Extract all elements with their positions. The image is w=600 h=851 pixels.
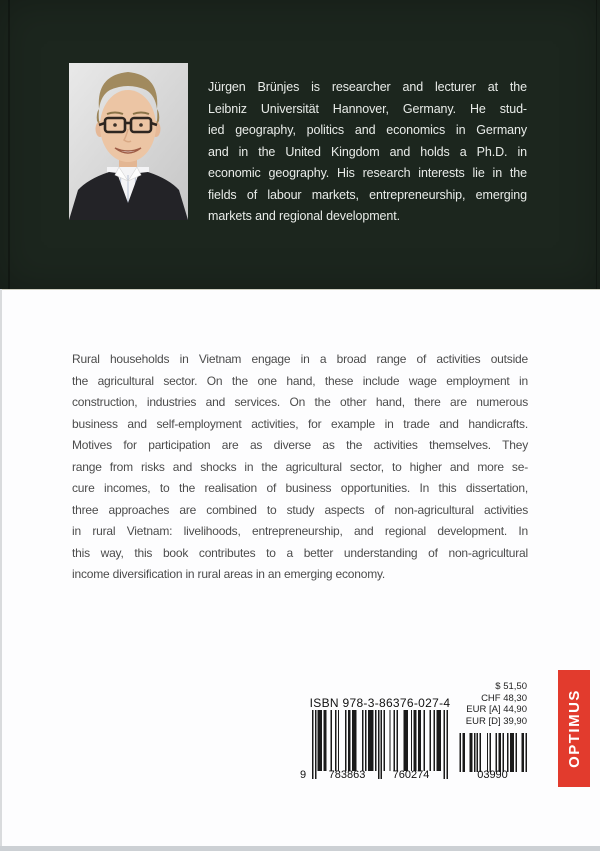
book-description-line: business and self-employment activities, for example in trade and handicrafts.: [72, 416, 528, 431]
page-edge-bottom: [0, 846, 600, 851]
price-list: [390, 681, 527, 728]
book-description-line: range from risks and shocks in the agricultural sector, to higher and more se-: [72, 459, 528, 474]
book-description-line: three approaches are combined to study aspects of non-agricultural activities: [72, 502, 528, 517]
author-bio-line: ied geography, politics and economics in Germany: [208, 123, 527, 137]
price-line: $ 51,50: [495, 681, 527, 692]
author-bio-line: Leibniz Universität Hannover, Germany. He stud-: [208, 101, 527, 116]
isbn-label: ISBN 978-3-86376-027-4: [309, 696, 451, 710]
author-photo: [69, 63, 188, 220]
page-edge-left: [0, 289, 2, 846]
author-bio-line: and in the United Kingdom and holds a Ph.D. in: [208, 144, 527, 159]
price-line: EUR [D] 39,90: [465, 716, 527, 728]
barcode-first-digit: 9: [300, 769, 307, 781]
author-bio-line: economic geography. His research interests lie in the: [208, 166, 527, 180]
book-description-line: in rural Vietnam: livelihoods, entrepreneurship, and regional development. In: [72, 524, 528, 538]
book-description-line: construction, industries and services. On the other hand, there are numerous: [72, 395, 528, 409]
publisher-name: OPTIMUS: [565, 689, 583, 768]
book-description-line: cure incomes, to the realisation of business opportunities. In this dissertation,: [72, 481, 528, 495]
book-description-line: the agricultural sector. On the one hand, these include wage employment in: [72, 373, 528, 388]
book-description-line: Rural households in Vietnam engage in a broad range of activities outside: [72, 352, 528, 366]
barcode-digits-left: 783863: [328, 769, 366, 781]
ean5-addon-barcode: [458, 733, 527, 772]
price-line: CHF 48,30: [481, 692, 527, 704]
author-photo-illustration: [69, 63, 188, 220]
cover-crease-left: [8, 0, 10, 289]
author-bio: [208, 77, 527, 228]
author-bio-line: fields of labour markets, entrepreneurship, emerging: [208, 187, 527, 202]
author-bio-line: Jürgen Brünjes is researcher and lecturer at the: [208, 80, 527, 94]
price-line: EUR [A] 44,90: [466, 704, 527, 716]
book-description: [72, 349, 528, 586]
author-bio-line: markets and regional development.: [208, 209, 400, 223]
publisher-badge: [558, 670, 590, 787]
book-description-line: Motives for participation are as diverse as the activities themselves. They: [72, 438, 528, 452]
book-description-line: income diversification in rural areas in an emerging economy.: [72, 567, 386, 581]
barcode-addon-digits: 03990: [477, 769, 508, 781]
cover-crease-right: [596, 0, 597, 289]
book-description-line: this way, this book contributes to a better understanding of non-agricultural: [72, 545, 528, 560]
barcode-digits-right: 760274: [392, 769, 430, 781]
